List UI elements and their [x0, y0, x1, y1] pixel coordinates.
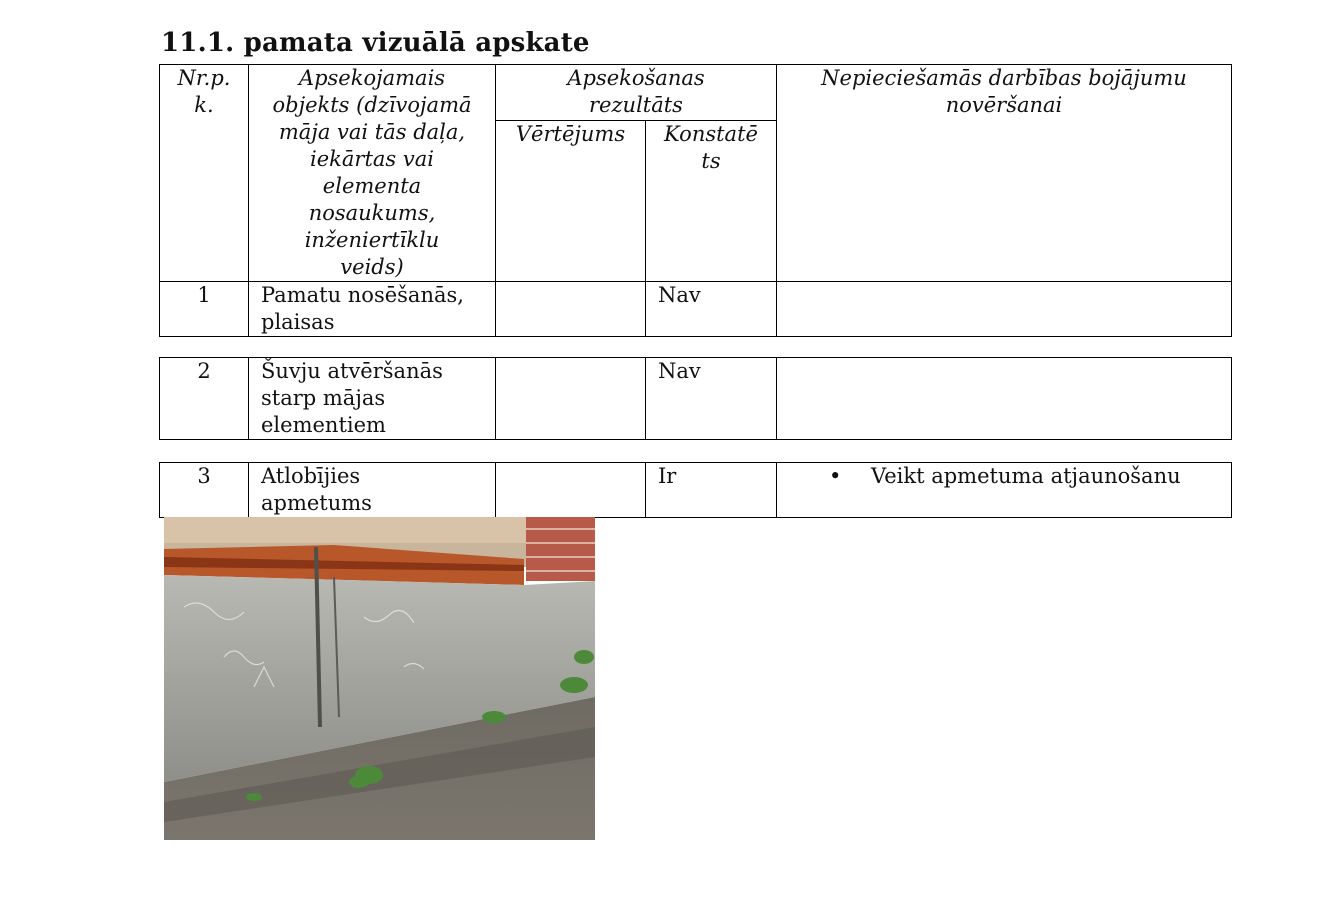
- table-row: [160, 358, 1232, 440]
- header-object: Apsekojamais objekts (dzīvojamā māja vai tās daļa, iekārtas vai elementa nosaukums, inženiertīklu veids): [249, 65, 496, 282]
- foundation-photo: [164, 517, 595, 840]
- row-number: 2: [160, 358, 249, 440]
- row-object: Pamatu nosēšanās, plaisas: [249, 282, 496, 337]
- header-found: Konstatē ts: [646, 120, 777, 282]
- inspection-table-header: [159, 64, 1232, 337]
- row-object: Atlobījies apmetums: [249, 463, 496, 518]
- row-found: Ir: [646, 463, 777, 518]
- header-rating: Vērtējums: [496, 120, 646, 282]
- header-actions: Nepieciešamās darbības bojājumu novēršanai: [777, 65, 1232, 282]
- row-action: [777, 358, 1232, 440]
- row-found: Nav: [646, 358, 777, 440]
- row-number: 3: [160, 463, 249, 518]
- row-action: [777, 282, 1232, 337]
- section-heading: 11.1. pamata vizuālā apskate: [161, 28, 590, 58]
- inspection-table-row-3: [159, 462, 1232, 518]
- bullet-icon: •: [829, 464, 842, 488]
- table-row: [160, 463, 1232, 518]
- row-rating: [496, 463, 646, 518]
- header-result: Apsekošanas rezultāts: [496, 65, 777, 121]
- row-object: Šuvju atvēršanās starp mājas elementiem: [249, 358, 496, 440]
- table-row: [160, 282, 1232, 337]
- row-found: Nav: [646, 282, 777, 337]
- row-action: [777, 463, 1232, 518]
- header-nr: Nr.p. k.: [160, 65, 249, 282]
- inspection-table-row-2: [159, 357, 1232, 440]
- row-number: 1: [160, 282, 249, 337]
- action-text: Veikt apmetuma atjaunošanu: [871, 464, 1181, 488]
- row-rating: [496, 282, 646, 337]
- row-rating: [496, 358, 646, 440]
